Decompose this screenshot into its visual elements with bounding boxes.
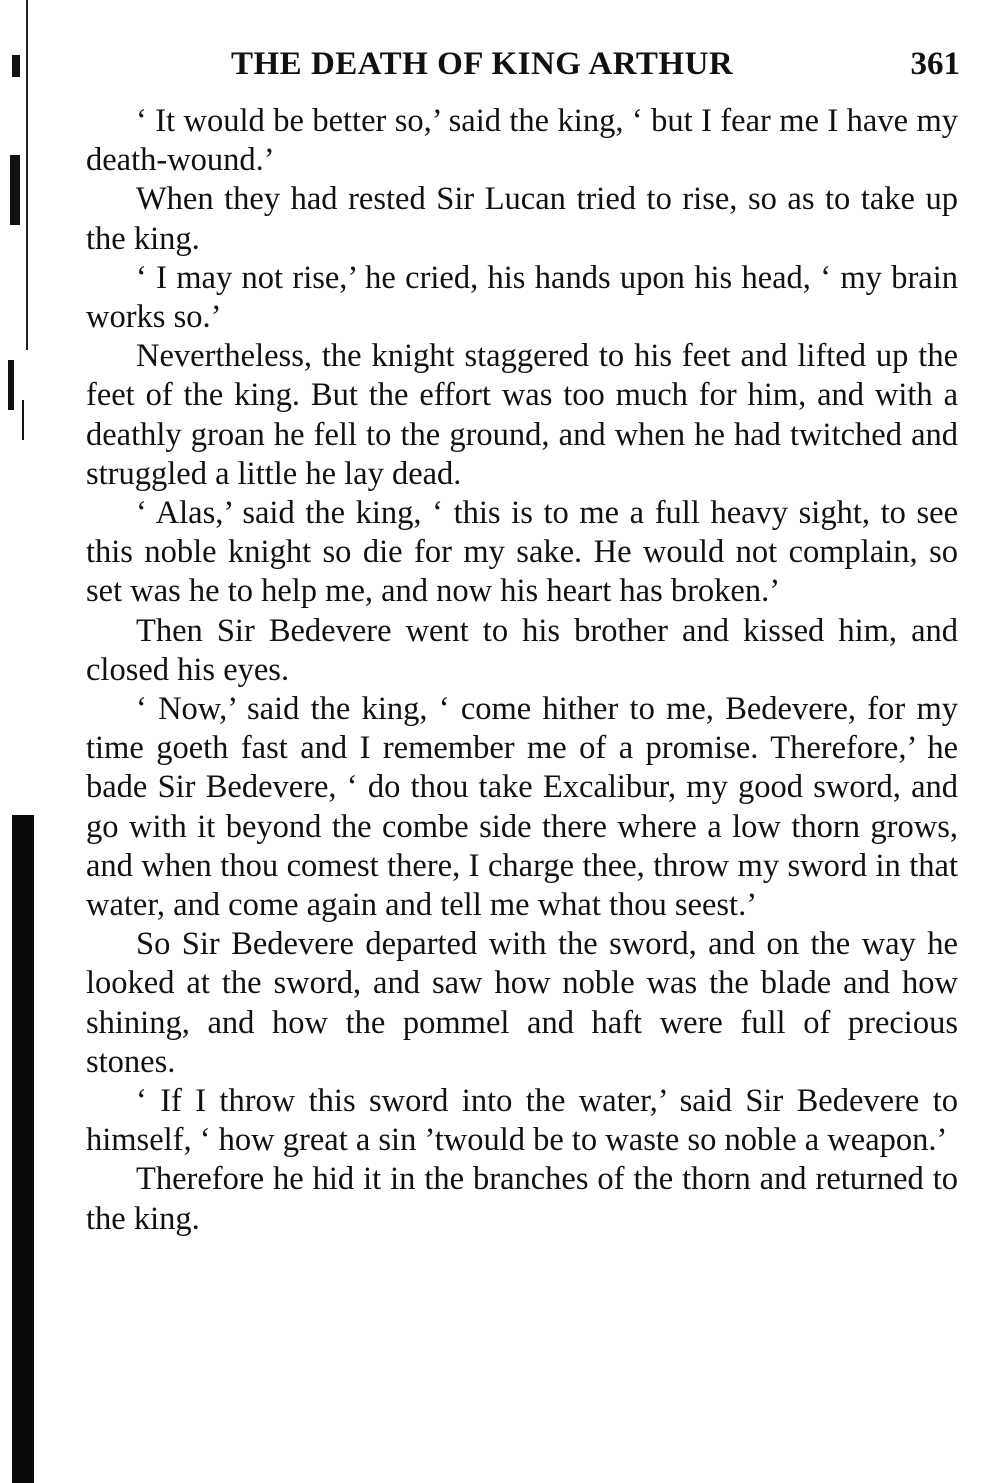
margin-mark	[12, 55, 20, 77]
margin-mark	[22, 400, 24, 440]
paragraph: ‘ Now,’ said the king, ‘ come hither to me, Bedevere, for my time goeth fast and I remember me of a promise. Therefore,’ he bade Sir Bedevere, ‘ do thou take Excalibur, my good sword, and go with it beyond the combe side there where a low thorn grows, and when thou comest there, I charge thee, throw my sword in that water, and come again and tell me what thou seest.’	[86, 691, 958, 924]
page-number: 361	[910, 46, 960, 82]
margin-mark	[8, 360, 14, 410]
paragraph: Therefore he hid it in the branches of the thorn and returned to the king.	[86, 1161, 958, 1237]
margin-rule-line	[26, 0, 28, 350]
paragraph: ‘ I may not rise,’ he cried, his hands upon his head, ‘ my brain works so.’	[86, 259, 958, 336]
body-text	[86, 102, 958, 1239]
paragraph: So Sir Bedevere departed with the sword, and on the way he looked at the sword, and saw how noble was the blade and how shining, and how the pommel and haft were full of precious stones.	[86, 926, 958, 1080]
paragraph: ‘ Alas,’ said the king, ‘ this is to me a full heavy sight, to see this noble knight so die for my sake. He would not complain, so set was he to help me, and now his heart has broken.’	[86, 495, 958, 610]
paragraph: Nevertheless, the knight staggered to his feet and lifted up the feet of the king. But the effort was too much for him, and with a deathly groan he fell to the ground, and when he had twitched and struggled a little he lay dead.	[86, 338, 958, 492]
margin-mark	[10, 155, 20, 225]
binding-shadow-bar	[12, 815, 34, 1483]
running-title: THE DEATH OF KING ARTHUR	[231, 46, 734, 82]
paragraph: When they had rested Sir Lucan tried to rise, so as to take up the king.	[86, 181, 958, 257]
page-header	[86, 40, 960, 90]
paragraph: ‘ If I throw this sword into the water,’ said Sir Bedevere to himself, ‘ how great a sin ’twould be to waste so noble a weapon.’	[86, 1083, 958, 1159]
binding-gutter	[0, 0, 40, 1483]
paragraph: ‘ It would be better so,’ said the king, ‘ but I fear me I have my death-wound.’	[86, 103, 958, 179]
paragraph: Then Sir Bedevere went to his brother and kissed him, and closed his eyes.	[86, 612, 958, 688]
